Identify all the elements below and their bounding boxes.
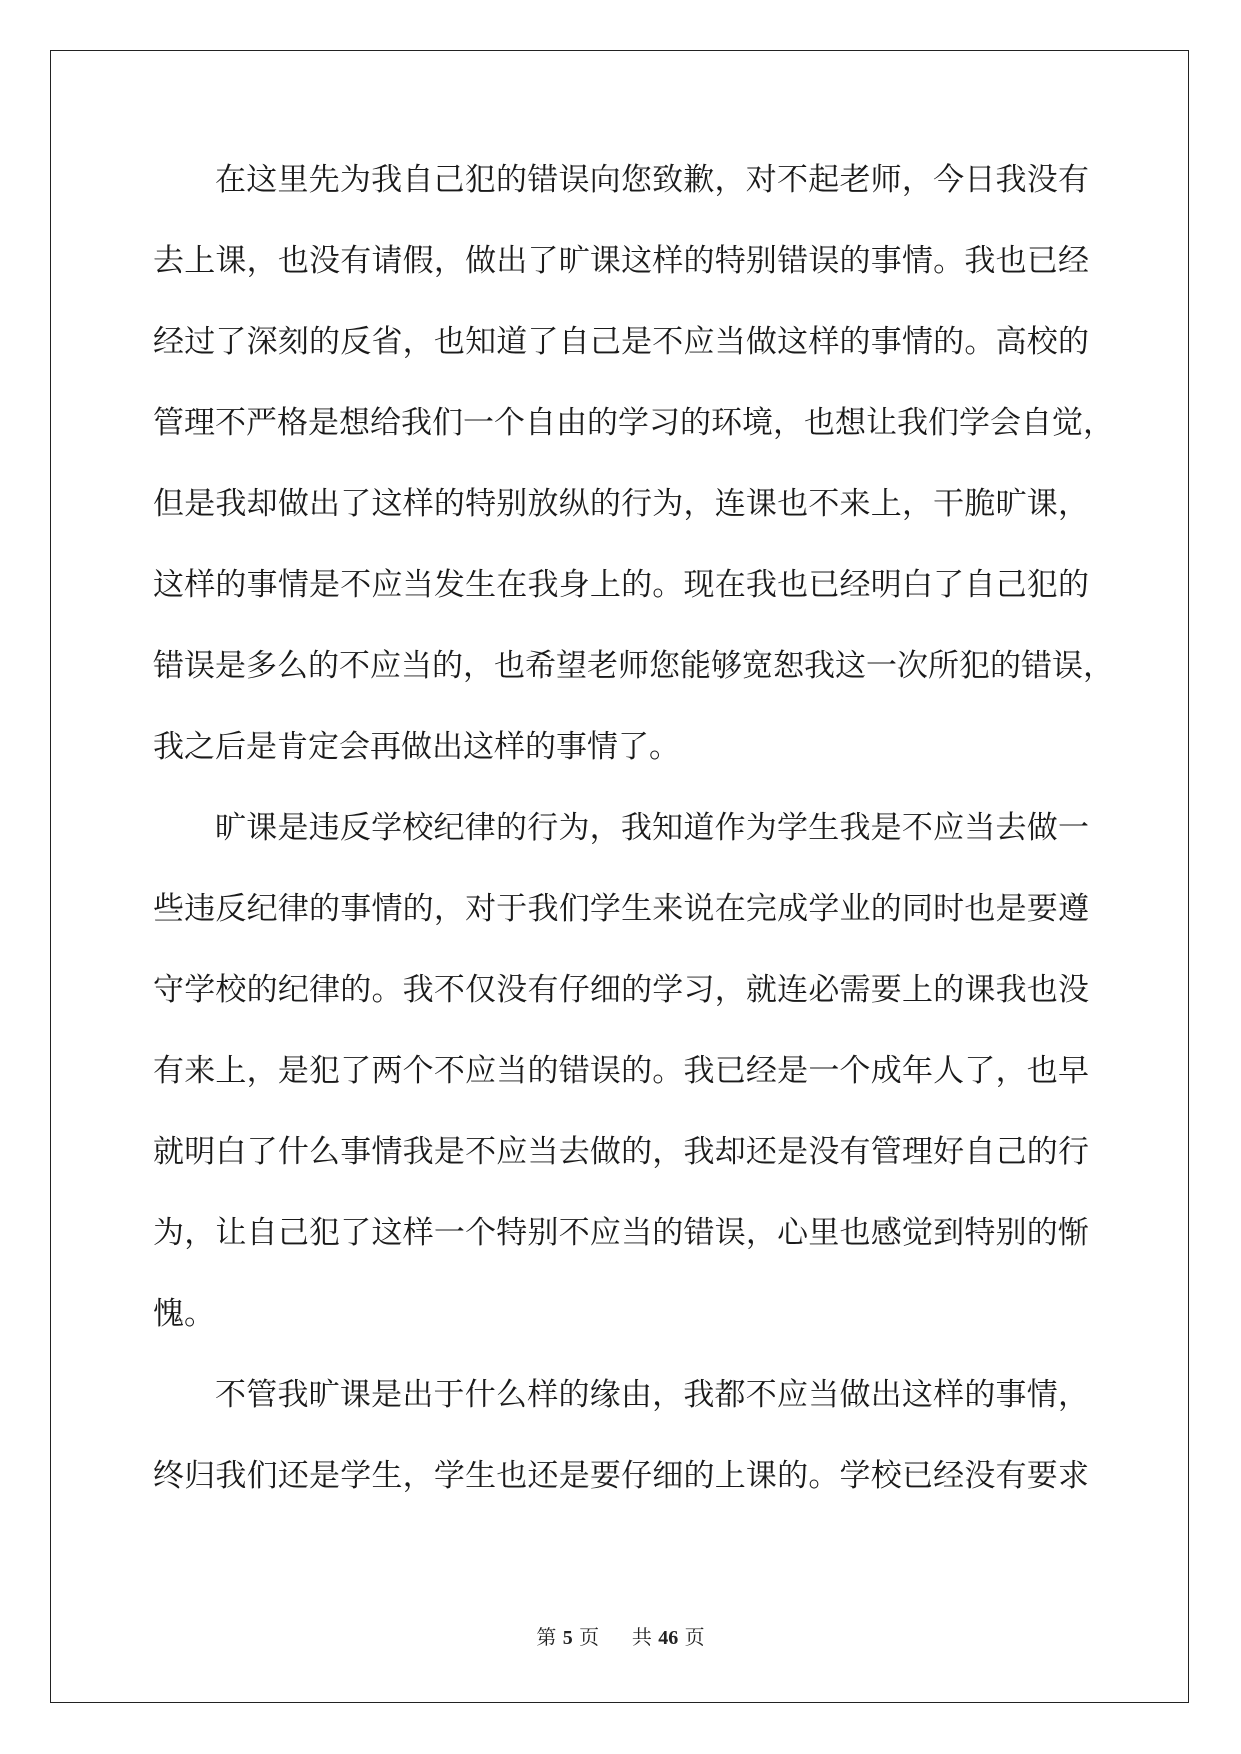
page-prefix: 第 xyxy=(536,1625,557,1649)
text-line: 去上课，也没有请假，做出了旷课这样的特别错误的事情。我也已经 xyxy=(153,243,1089,279)
text-line: 终归我们还是学生，学生也还是要仔细的上课的。学校已经没有要求 xyxy=(153,1458,1089,1494)
text-line: 错误是多么的不应当的，也希望老师您能够宽恕我这一次所犯的错误， xyxy=(153,648,1114,684)
document-body xyxy=(153,160,1114,1537)
page-number: 5 xyxy=(562,1627,573,1649)
total-pages: 46 xyxy=(658,1627,679,1649)
page-suffix: 页 xyxy=(579,1625,600,1649)
text-line: 但是我却做出了这样的特别放纵的行为，连课也不来上，干脆旷课， xyxy=(153,486,1089,522)
text-line: 些违反纪律的事情的，对于我们学生来说在完成学业的同时也是要遵 xyxy=(153,891,1089,927)
paragraph-3 xyxy=(153,1375,1089,1537)
text-line: 有来上，是犯了两个不应当的错误的。我已经是一个成年人了，也早 xyxy=(153,1053,1089,1089)
text-line: 经过了深刻的反省，也知道了自己是不应当做这样的事情的。高校的 xyxy=(153,324,1089,360)
total-suffix: 页 xyxy=(684,1625,705,1649)
text-line: 在这里先为我自己犯的错误向您致歉，对不起老师，今日我没有 xyxy=(215,162,1089,198)
page-footer xyxy=(0,1625,1241,1650)
text-line: 为，让自己犯了这样一个特别不应当的错误，心里也感觉到特别的惭 xyxy=(153,1215,1089,1251)
paragraph-2 xyxy=(153,808,1089,1375)
text-line: 管理不严格是想给我们一个自由的学习的环境，也想让我们学会自觉， xyxy=(153,405,1114,441)
paragraph-1 xyxy=(153,160,1114,808)
text-line: 我之后是肯定会再做出这样的事情了。 xyxy=(153,729,680,765)
text-line: 守学校的纪律的。我不仅没有仔细的学习，就连必需要上的课我也没 xyxy=(153,972,1089,1008)
text-line: 不管我旷课是出于什么样的缘由，我都不应当做出这样的事情， xyxy=(215,1377,1089,1413)
text-line: 旷课是违反学校纪律的行为，我知道作为学生我是不应当去做一 xyxy=(215,810,1089,846)
total-prefix: 共 xyxy=(631,1625,652,1649)
text-line: 愧。 xyxy=(153,1296,215,1332)
text-line: 这样的事情是不应当发生在我身上的。现在我也已经明白了自己犯的 xyxy=(153,567,1089,603)
text-line: 就明白了什么事情我是不应当去做的，我却还是没有管理好自己的行 xyxy=(153,1134,1089,1170)
